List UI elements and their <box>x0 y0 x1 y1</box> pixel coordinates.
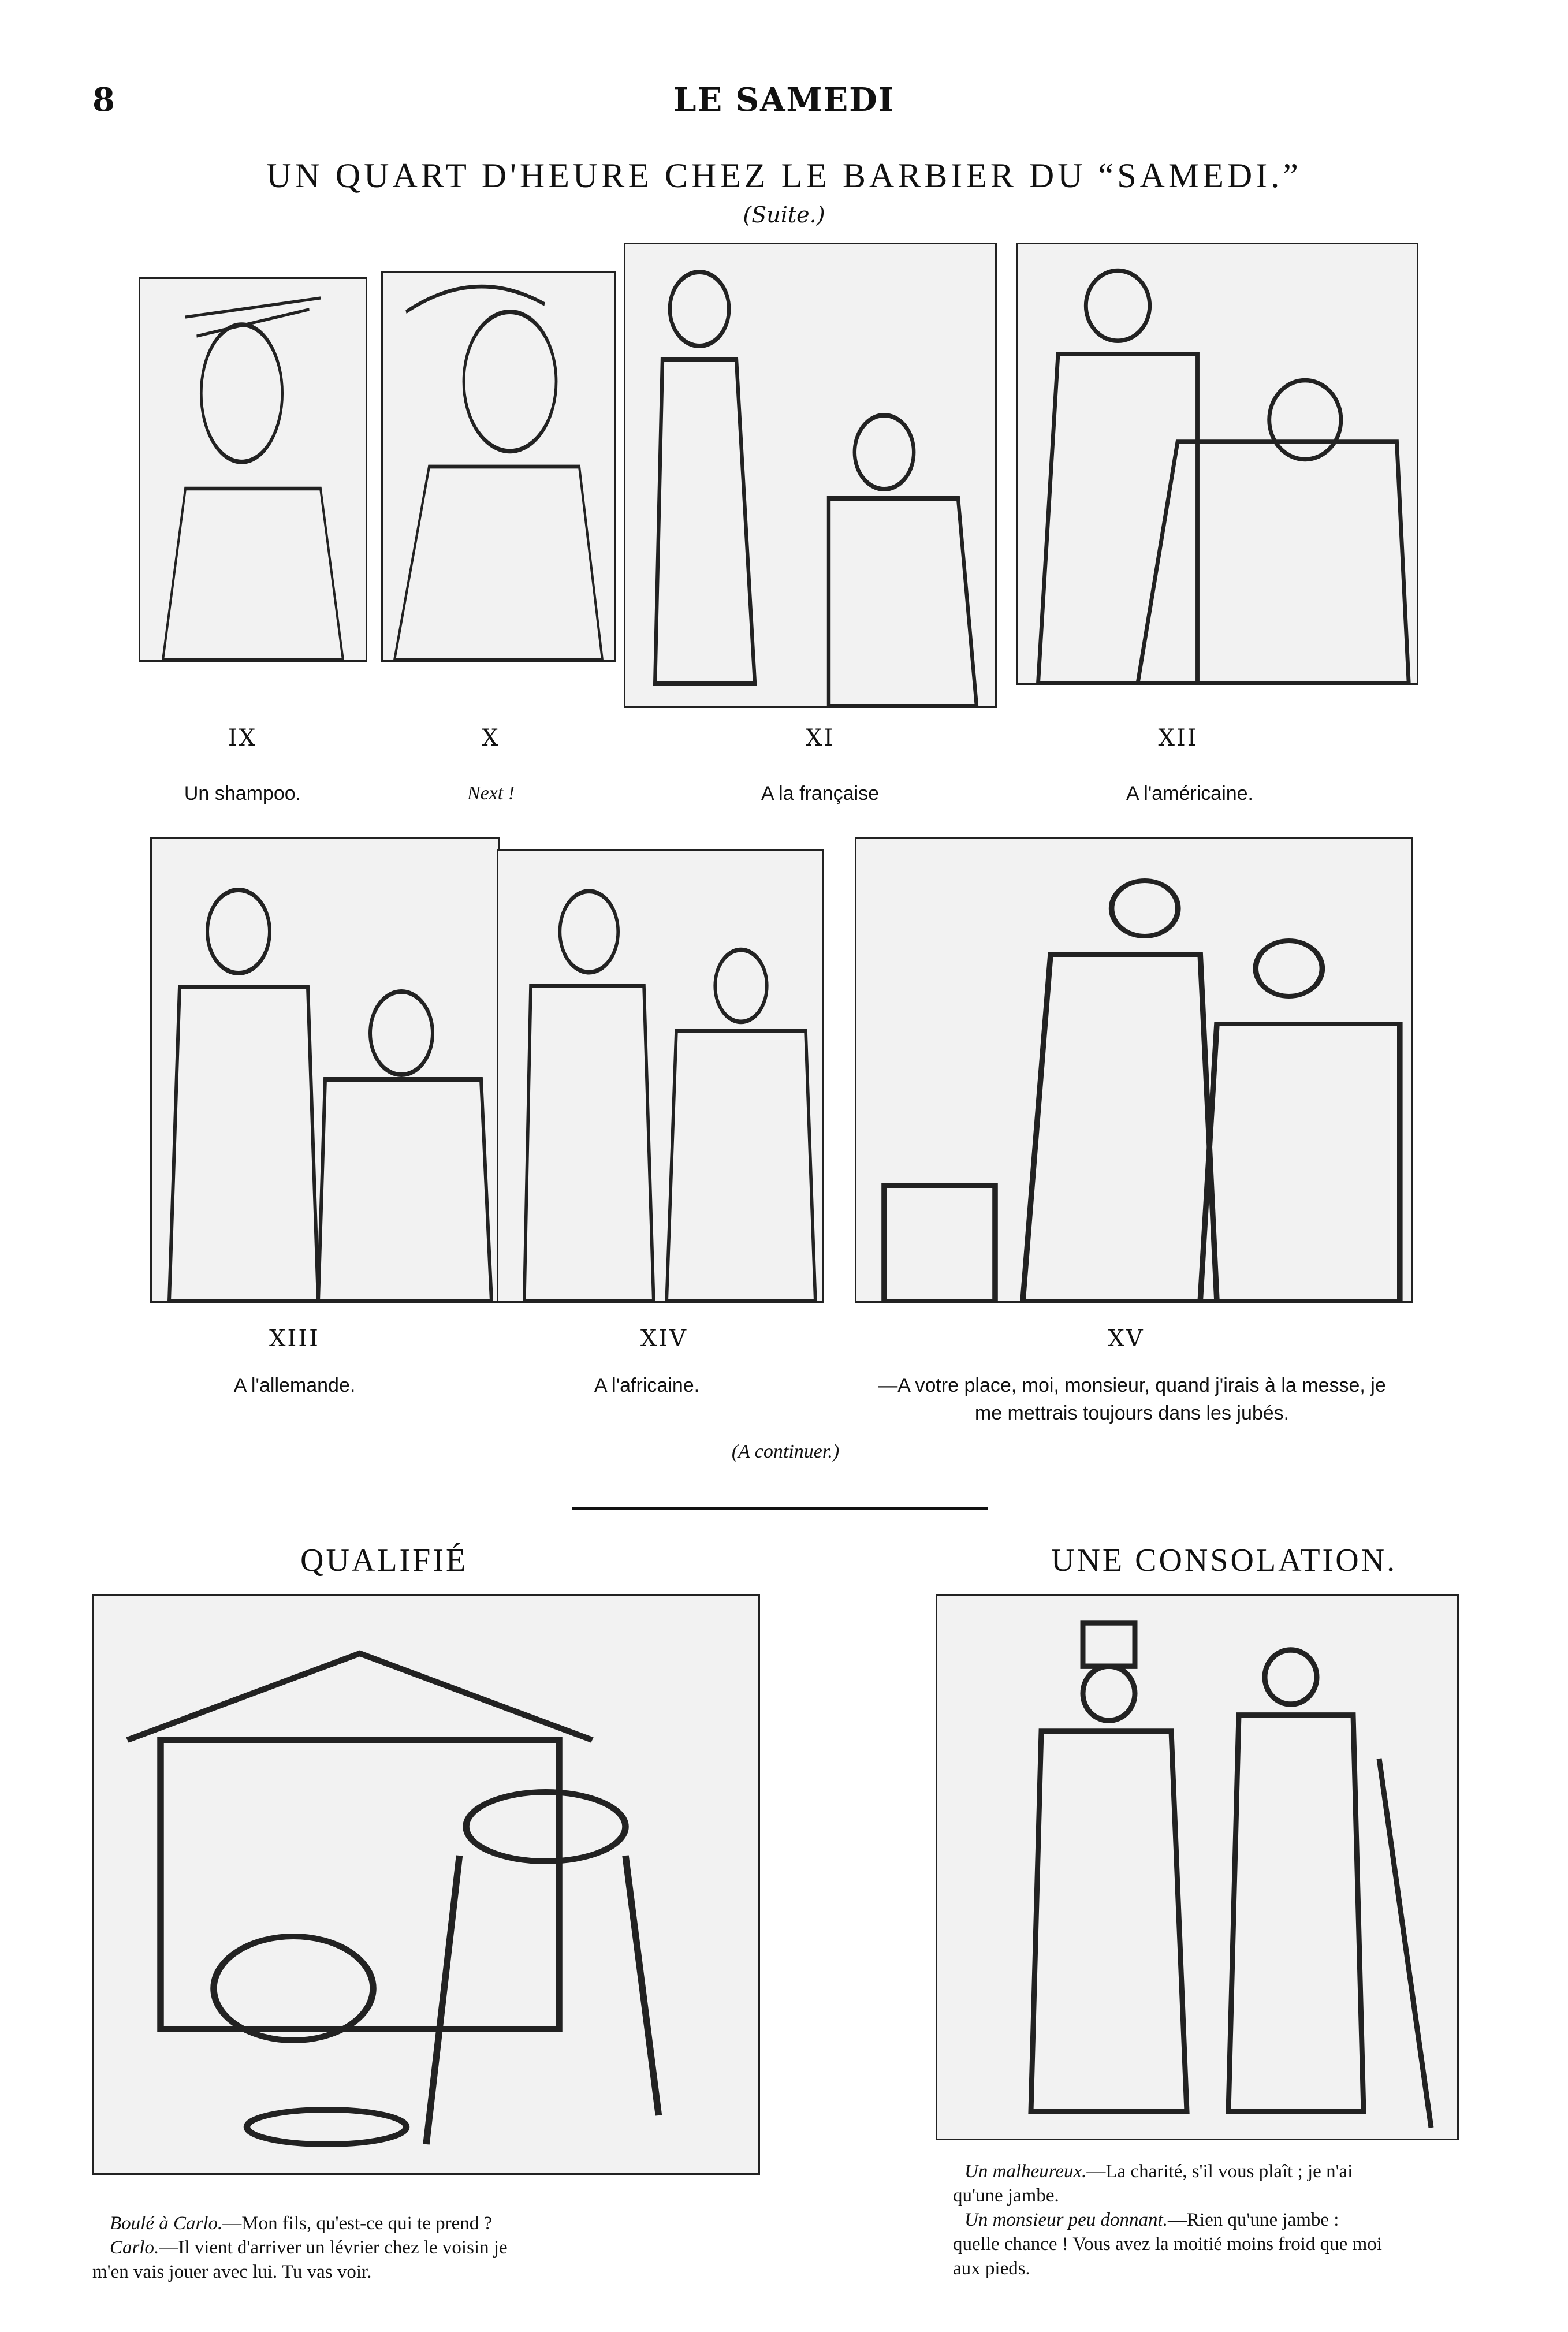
panel-xv-caption-line1: —A votre place, moi, monsieur, quand j'irais à la messe, je <box>878 1374 1386 1396</box>
consolation-dialog-line2: qu'une jambe. <box>953 2185 1059 2206</box>
panel-xii-numeral: XII <box>1158 725 1198 751</box>
consolation-dialog-line5: aux pieds. <box>953 2258 1030 2279</box>
qualifie-dialog-line2 <box>110 2236 774 2259</box>
panel-xii-caption: A l'américaine. <box>1126 783 1254 804</box>
panel-xiii-illustration <box>150 837 500 1303</box>
panel-xi-numeral: XI <box>805 725 835 751</box>
section-divider <box>572 1507 988 1510</box>
qualifie-dialog-line1 <box>110 2212 774 2235</box>
qualifie-text-2: —Il vient d'arriver un lévrier chez le voisin je <box>159 2237 508 2258</box>
panel-xi-illustration <box>624 243 997 708</box>
consolation-text-1: —La charité, s'il vous plaît ; je n'ai <box>1086 2161 1353 2182</box>
consolation-dialog-line4: quelle chance ! Vous avez la moitié moins froid que moi <box>953 2234 1382 2255</box>
panel-x-illustration <box>381 271 616 662</box>
panel-x-caption: Next ! <box>467 783 515 804</box>
paper-title: LE SAMEDI <box>673 81 895 119</box>
panel-xiv-caption: A l'africaine. <box>594 1374 700 1396</box>
panel-xiii-caption: A l'allemande. <box>233 1374 356 1396</box>
qualifie-speaker-2: Carlo. <box>110 2237 159 2258</box>
subhead: (Suite.) <box>743 202 825 228</box>
panel-xi-caption: A la française <box>761 783 880 804</box>
consolation-speaker-3: Un monsieur peu donnant. <box>964 2210 1168 2230</box>
panel-ix-numeral: IX <box>228 725 258 751</box>
qualifie-speaker-1: Boulé à Carlo. <box>110 2213 223 2234</box>
panel-xiv-illustration <box>497 849 824 1303</box>
qualifie-title: QUALIFIÉ <box>300 1543 468 1578</box>
panel-xii-illustration <box>1016 243 1418 685</box>
panel-xiv-numeral: XIV <box>640 1325 688 1352</box>
qualifie-text-1: —Mon fils, qu'est-ce qui te prend ? <box>222 2213 493 2234</box>
consolation-dialog-line3 <box>964 2208 1467 2232</box>
consolation-title: UNE CONSOLATION. <box>1051 1543 1398 1578</box>
page-number: 8 <box>92 81 115 119</box>
consolation-text-3: —Rien qu'une jambe : <box>1167 2210 1339 2230</box>
qualifie-illustration <box>92 1594 760 2175</box>
panel-xv-illustration <box>855 837 1413 1303</box>
qualifie-dialog-line3: m'en vais jouer avec lui. Tu vas voir. <box>92 2262 372 2282</box>
panel-xv-caption-line2: me mettrais toujours dans les jubés. <box>974 1402 1290 1424</box>
panel-x-numeral: X <box>482 725 500 751</box>
panel-xiii-numeral: XIII <box>269 1325 320 1352</box>
headline: UN QUART D'HEURE CHEZ LE BARBIER DU “SAMEDI.” <box>266 157 1302 195</box>
consolation-speaker-1: Un malheureux. <box>964 2161 1087 2182</box>
panel-ix-illustration <box>139 277 367 662</box>
consolation-illustration <box>936 1594 1459 2140</box>
consolation-dialog-line1 <box>964 2160 1467 2183</box>
panel-ix-caption: Un shampoo. <box>184 783 301 804</box>
panel-xv-numeral: XV <box>1108 1325 1145 1352</box>
continued-note: (A continuer.) <box>731 1441 840 1462</box>
